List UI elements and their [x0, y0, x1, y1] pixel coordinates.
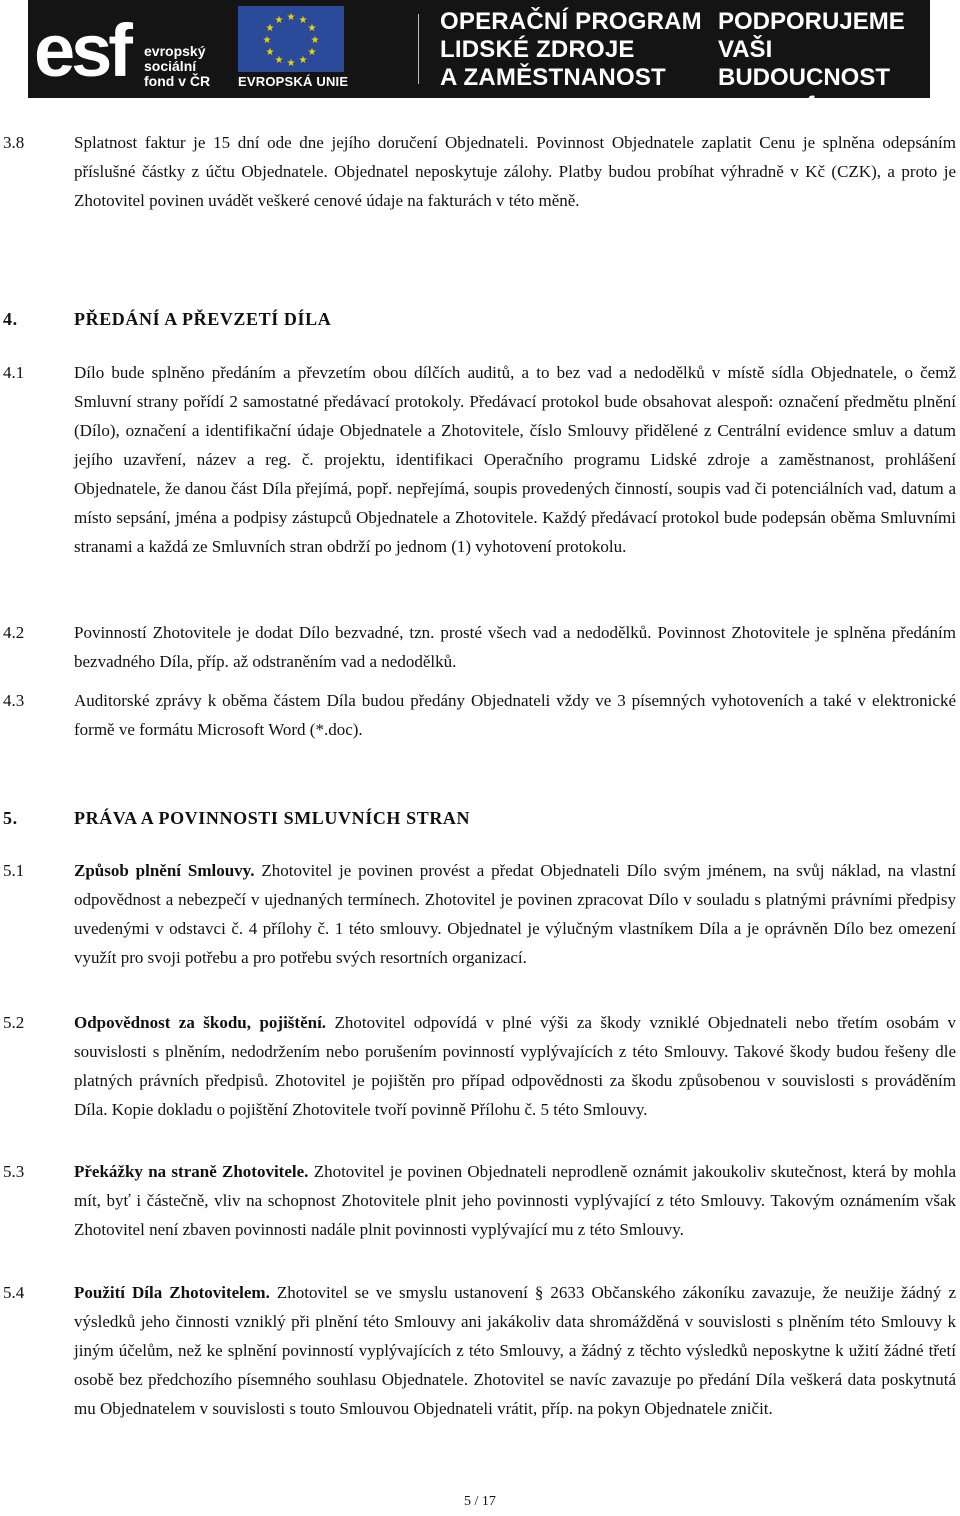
- clause-text: Auditorské zprávy k oběma částem Díla budou předány Objednateli vždy ve 3 písemných vyhotoveních a také v elektronické formě ve formátu Microsoft Word (*.doc).: [74, 691, 956, 739]
- clause-number: 5.1: [3, 861, 25, 880]
- svg-text:★: ★: [274, 55, 284, 66]
- esf-line-1: evropský: [144, 43, 206, 59]
- svg-text:★: ★: [274, 15, 284, 26]
- clause-text: Splatnost faktur je 15 dní ode dne jejího doručení Objednateli. Povinnost Objednatele zaplatit Cenu je splněna odepsáním příslušné částky z účtu Objednatele. Objednatel neposkytuje zálohy. Platby budou probíhat výhradně v Kč (CZK), a proto je Zhotovitel povinen uvádět veškeré cenové údaje na fakturách v této měně.: [74, 133, 956, 210]
- eu-label: EVROPSKÁ UNIE: [238, 74, 349, 89]
- svg-text:★: ★: [310, 35, 320, 46]
- clause-number: 5.3: [3, 1162, 25, 1181]
- clause-text: [74, 1278, 956, 1423]
- slogan-line-1: PODPORUJEME: [718, 8, 905, 35]
- clause-body: Zhotovitel je povinen provést a předat Objednateli Dílo svým jménem, na svůj náklad, na vlastní odpovědnost a nebezpečí v ujednaných termínech. Zhotovitel je povinen zpracovat Dílo v souladu s platnými právními předpisy uvedenými v odstavci č. 4 přílohy č. 1 této smlouvy. Objednatel je výlučným vlastníkem Díla a je oprávněn Dílo bez omezení využít pro svoji potřebu a pro potřebu svých resortních organizací.: [74, 861, 956, 967]
- clause-number: 5.2: [3, 1013, 25, 1032]
- clause-number: 4.3: [3, 691, 25, 710]
- clause-text: [74, 856, 956, 972]
- clause-number: 4.2: [3, 623, 25, 642]
- header-divider: [418, 14, 419, 84]
- program-name: [440, 8, 702, 92]
- svg-text:★: ★: [307, 47, 317, 58]
- esf-line-3: fond v ČR: [144, 73, 211, 89]
- svg-text:★: ★: [286, 12, 296, 23]
- clause-lead: Odpovědnost za škodu, pojištění.: [74, 1013, 327, 1032]
- clause-body: Zhotovitel je povinen Objednateli neprodleně oznámit jakoukoliv skutečnost, která by mohla mít, byť i částečně, vliv na schopnost Zhotovitele plnit jeho povinnosti vyplývající z této Smlouvy. Takovým oznámením však Zhotovitel není zbaven povinnosti nadále plnit povinnosti vyplývající mu z této Smlouvy.: [74, 1162, 957, 1239]
- section-number: 5.: [3, 808, 18, 828]
- clause-number: 3.8: [3, 133, 25, 152]
- clause-text: Dílo bude splněno předáním a převzetím obou dílčích auditů, a to bez vad a nedodělků v místě sídla Objednatele, o čemž Smluvní strany pořídí 2 samostatné předávací protokoly. Předávací protokol bude obsahovat alespoň: označení předmětu plnění (Dílo), označení a identifikační údaje Objednatele a Zhotovitele, číslo Smlouvy přidělené z Centrální evidence smluv a datum jejího uzavření, název a reg. č. projektu, identifikaci Operačního programu Lidské zdroje a zaměstnanost, prohlášení Objednatele, že danou část Díla přejímá, popř. nepřejímá, soupis provedených činností, soupis vad či potenciálních vad, datum a místo sepsání, jména a podpisy zástupců Objednatele a Zhotovitele. Každý předávací protokol bude podepsán oběma Smluvními stranami a každá ze Smluvních stran obdrží po jednom (1) vyhotovení protokolu.: [74, 363, 956, 556]
- header-banner: [28, 0, 930, 119]
- esf-logo-icon: [34, 10, 138, 90]
- clause-text: [74, 1157, 956, 1244]
- clause-lead: Použití Díla Zhotovitelem.: [74, 1283, 270, 1302]
- clause-text: Povinností Zhotovitele je dodat Dílo bezvadné, tzn. prosté všech vad a nedodělků. Povinnost Zhotovitele je splněna předáním bezvadného Díla, příp. až odstraněním vad a nedodělků.: [74, 623, 956, 671]
- program-line-3: A ZAMĚSTNANOST: [440, 64, 666, 91]
- website-link[interactable]: www.esfcr.cz: [718, 92, 868, 119]
- support-slogan: [718, 8, 930, 120]
- clause-lead: Způsob plnění Smlouvy.: [74, 861, 255, 880]
- page-number: 5 / 17: [464, 1494, 496, 1509]
- program-line-2: LIDSKÉ ZDROJE: [440, 36, 635, 63]
- slogan-line-2: VAŠI BUDOUCNOST: [718, 36, 890, 91]
- program-line-1: OPERAČNÍ PROGRAM: [440, 8, 702, 35]
- svg-text:esf: esf: [34, 10, 129, 90]
- esf-line-2: sociální: [144, 58, 197, 74]
- section-number: 4.: [3, 309, 18, 329]
- clause-number: 5.4: [3, 1283, 25, 1302]
- svg-text:★: ★: [265, 47, 275, 58]
- esf-label: [144, 44, 210, 89]
- clause-number: 4.1: [3, 363, 25, 382]
- svg-text:★: ★: [307, 23, 317, 34]
- svg-text:★: ★: [298, 15, 308, 26]
- eu-flag-icon: [238, 6, 344, 72]
- section-title: PŘEDÁNÍ A PŘEVZETÍ DÍLA: [74, 309, 332, 329]
- clause-text: [74, 1008, 956, 1124]
- clause-lead: Překážky na straně Zhotovitele.: [74, 1162, 309, 1181]
- clause-body: Zhotovitel se ve smyslu ustanovení § 2633 Občanského zákoníku zavazuje, že neužije žádný z výsledků jeho činnosti vzniklý při plnění této Smlouvy ani jakákoliv data shromážděná v souvislosti s plněním této Smlouvy k jiným účelům, než ke splnění povinností vyplývajících z této Smlouvy, a žádný z těchto výsledků neposkytne k užití žádné třetí osobě bez předchozího písemného souhlasu Objednatele. Zhotovitel se navíc zavazuje po předání Díla veškerá data poskytnutá mu Objednatelem v souvislosti s touto Smlouvou Objednateli vrátit, příp. na pokyn Objednatele zničit.: [74, 1283, 956, 1418]
- svg-text:★: ★: [262, 35, 272, 46]
- svg-text:★: ★: [286, 58, 296, 69]
- svg-text:★: ★: [298, 55, 308, 66]
- svg-text:★: ★: [265, 23, 275, 34]
- section-title: PRÁVA A POVINNOSTI SMLUVNÍCH STRAN: [74, 808, 471, 828]
- clause-body: Zhotovitel odpovídá v plné výši za škody vzniklé Objednateli nebo třetím osobám v souvislosti s plněním, nedodržením nebo porušením povinností vyplývajících z této Smlouvy. Takové škody budou řešeny dle platných právních předpisů. Zhotovitel je pojištěn pro případ odpovědnosti za škodu způsobenou v souvislosti s prováděním Díla. Kopie dokladu o pojištění Zhotovitele tvoří povinně Přílohu č. 5 této Smlouvy.: [74, 1013, 956, 1119]
